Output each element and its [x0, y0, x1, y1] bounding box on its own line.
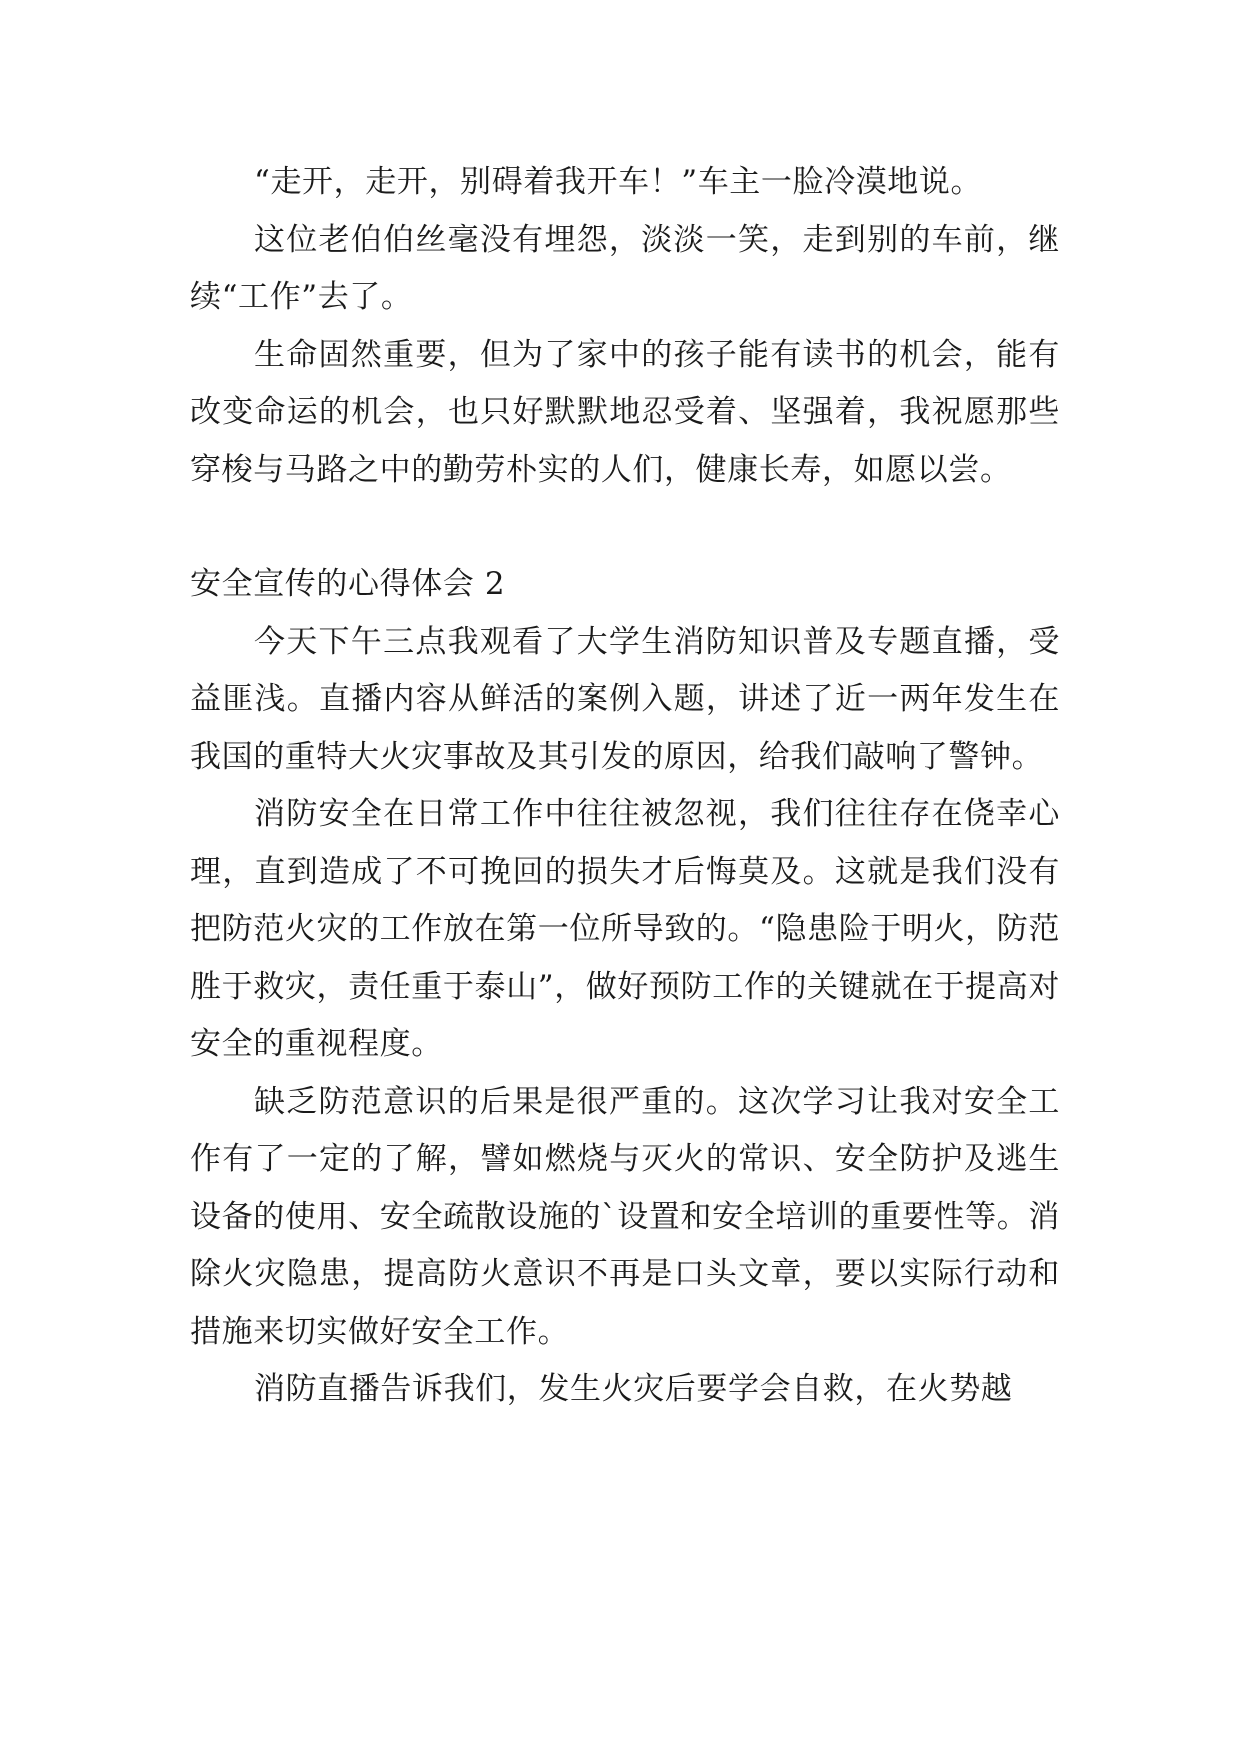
document-body [190, 154, 1060, 1419]
paragraph: “走开，走开，别碍着我开车！”车主一脸冷漠地说。 [254, 164, 983, 200]
paragraph: 今天下午三点我观看了大学生消防知识普及专题直播，受益匪浅。直播内容从鲜活的案例入题，讲述了近一两年发生在我国的重特大火灾事故及其引发的原因，给我们敲响了警钟。 [190, 623, 1060, 775]
section-title: 安全宣传的心得体会 2 [190, 566, 506, 602]
paragraph: 缺乏防范意识的后果是很严重的。这次学习让我对安全工作有了一定的了解，譬如燃烧与灭火的常识、安全防护及逃生设备的使用、安全疏散设施的`设置和安全培训的重要性等。消除火灾隐患，提高防火意识不再是口头文章，要以实际行动和措施来切实做好安全工作。 [190, 1083, 1060, 1350]
paragraph: 消防安全在日常工作中往往被忽视，我们往往存在侥幸心理，直到造成了不可挽回的损失才后悔莫及。这就是我们没有把防范火灾的工作放在第一位所导致的。“隐患险于明火，防范胜于救灾，责任重于泰山”，做好预防工作的关键就在于提高对安全的重视程度。 [190, 796, 1060, 1062]
paragraph: 这位老伯伯丝毫没有埋怨，淡淡一笑，走到别的车前，继续“工作”去了。 [190, 221, 1060, 315]
paragraph: 消防直播告诉我们，发生火灾后要学会自救，在火势越 [254, 1371, 1013, 1407]
paragraph: 生命固然重要，但为了家中的孩子能有读书的机会，能有改变命运的机会，也只好默默地忍受着、坚强着，我祝愿那些穿梭与马路之中的勤劳朴实的人们，健康长寿，如愿以尝。 [190, 336, 1060, 488]
